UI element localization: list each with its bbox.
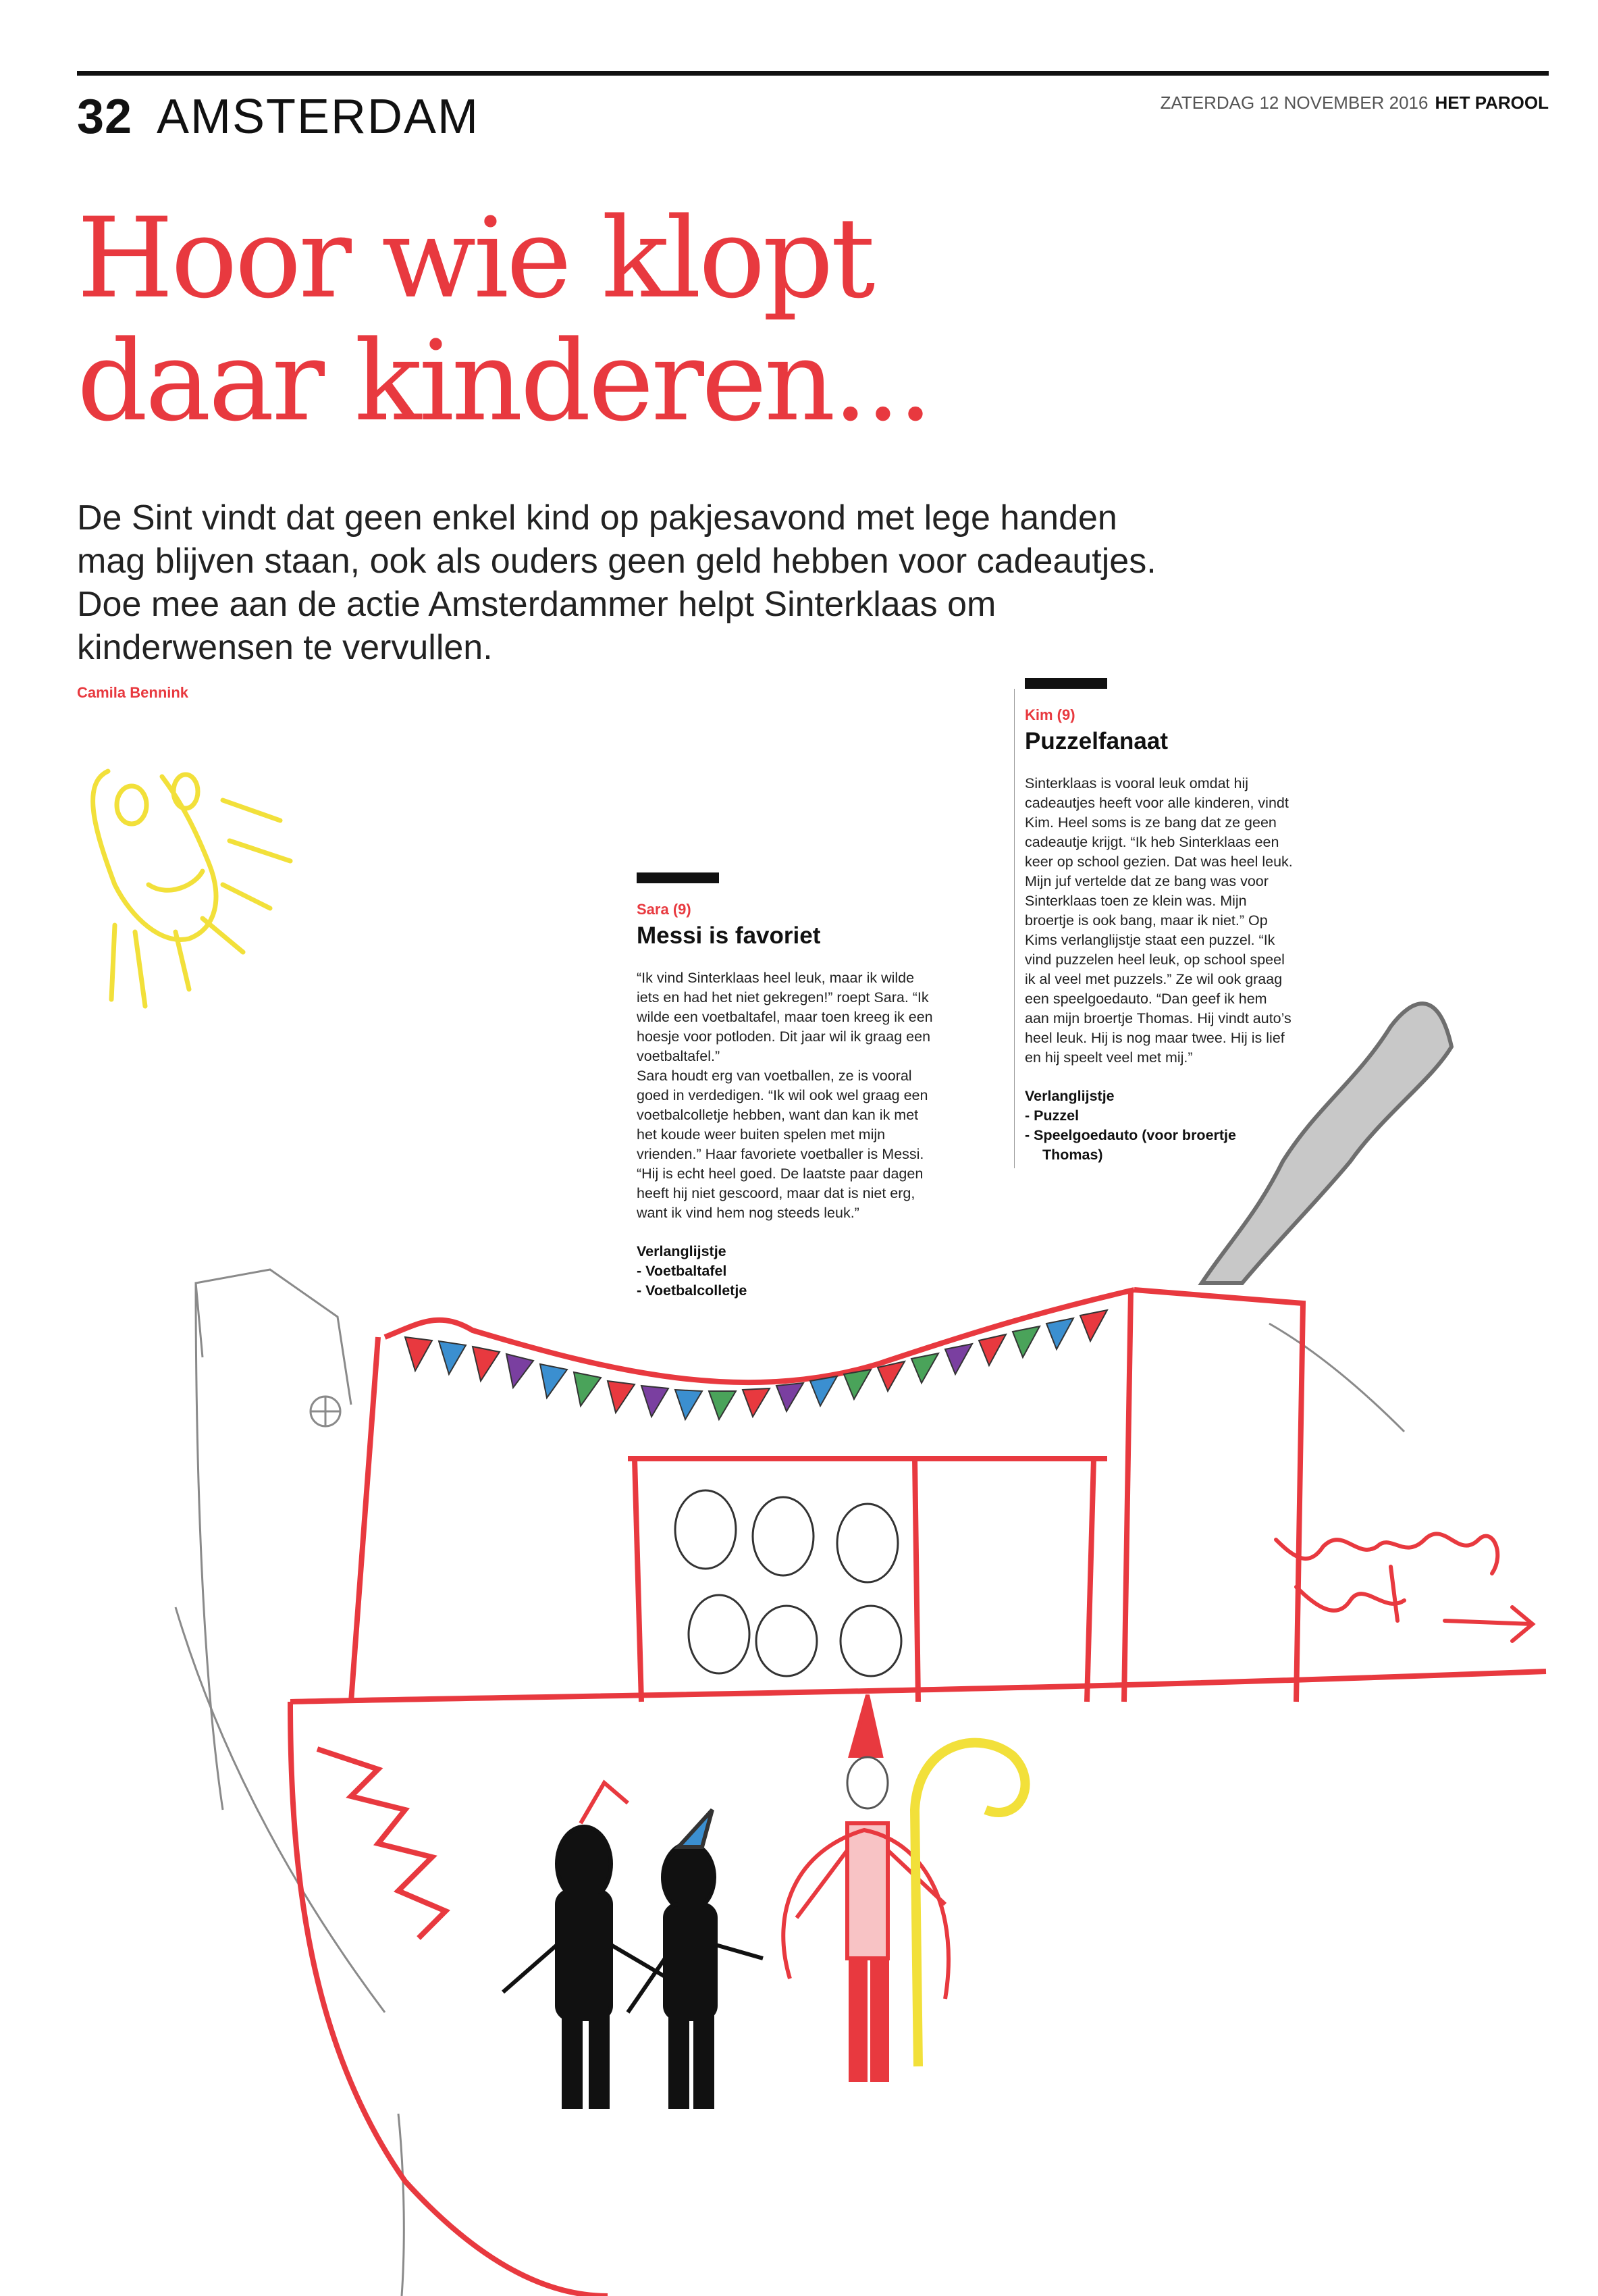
wishlist-item: - Speelgoedauto (voor broertje Thomas) [1025,1127,1236,1163]
lead-line: Doe mee aan de actie Amsterdammer helpt Sinterklaas om [77,585,996,624]
headline-line: Hoor wie klopt [77,194,873,323]
header-rule [77,71,1549,76]
portholes [675,1490,901,1676]
sara-wishlist-heading: Verlanglijstje [637,1243,726,1259]
sara-body [637,968,934,1223]
lead-line: De Sint vindt dat geen enkel kind op pakjesavond met lege handen [77,498,1117,538]
sinterklaas-drawing [783,1695,1025,2080]
sara-title: Messi is favoriet [637,922,821,949]
kim-wishlist [1025,1106,1295,1165]
byline: Camila Bennink [77,684,189,701]
kim-body [1025,774,1295,1068]
sara-kicker: Sara (9) [637,901,691,918]
kim-wishlist-heading: Verlanglijstje [1025,1088,1115,1104]
section-bar [1025,678,1107,689]
page-number: 32 [77,90,133,144]
column-divider [1014,689,1015,1168]
house-sketch [176,1270,1404,2296]
wishlist-item: - Puzzel [1025,1107,1080,1124]
wishlist-item: - Voetbaltafel [637,1263,727,1279]
article-kim [1025,678,1295,1165]
article-sara [637,872,934,1301]
date: ZATERDAG 12 NOVEMBER 2016 [1160,93,1429,113]
sara-body-text: Sara houdt erg van voetballen, ze is vooral goed in verdedigen. “Ik wil ook wel graag een voetbalcolletje hebben, want dan kan ik met het koude weer buiten spelen met mijn vrienden.” Haar favoriete voetballer is Messi. “Hij is echt heel goed. De laatste paar dagen heeft hij niet gescoord, maar dat is niet erg, want ik vind hem nog steeds leuk.” [637,1068,928,1221]
wishlist-item: - Voetbalcolletje [637,1282,747,1299]
dateline [1161,92,1549,113]
lead-line: kinderwensen te vervullen. [77,628,493,667]
headline [77,194,1225,446]
figure-drawing-1 [503,1783,668,2107]
sun-drawing [93,771,290,1006]
kim-body-text: Sinterklaas is vooral leuk omdat hij cadeautjes heeft voor alle kinderen, vindt Kim. Heel soms is ze bang dat ze geen cadeautje krijgt. “Ik heb Sinterklaas een keer op school gezien. Dat was heel leuk. Mijn juf vertelde dat ze bang was voor Sinterklaas toen ze klein was. Mijn broertje is ook bang, maar ik niet.” Op Kims verlanglijstje staat een puzzel. “Ik vind puzzelen heel leuk, op school speel ik al veel met puzzels.” Ze wil ook graag een speelgoedauto. “Dan geef ik hem aan mijn broertje Thomas. Hij vindt auto’s heel leuk. Hij is nog maar twee. Hij is lief en hij speelt veel met mij.” [1025,775,1293,1066]
section-title: AMSTERDAM [157,90,480,144]
verlanglijst-scribble [1276,1534,1533,1641]
lead-line: mag blijven staan, ook als ouders geen geld hebben voor cadeautjes. [77,542,1156,581]
sara-wishlist [637,1261,934,1301]
newspaper-name: HET PAROOL [1435,93,1549,113]
sara-body-text: “Ik vind Sinterklaas heel leuk, maar ik wilde iets en had het niet gekregen!” roept Sara. “Ik wilde een voetbaltafel, maar toen kreeg ik een hoesje voor potloden. Dit jaar wil ik graag een voetbaltafel.” [637,970,933,1064]
kim-kicker: Kim (9) [1025,706,1075,723]
kim-title: Puzzelfanaat [1025,728,1168,754]
section-bar [637,872,719,883]
headline-line: daar kinderen... [77,317,931,446]
figure-drawing-2 [628,1810,763,2107]
lead-paragraph [77,496,1225,669]
